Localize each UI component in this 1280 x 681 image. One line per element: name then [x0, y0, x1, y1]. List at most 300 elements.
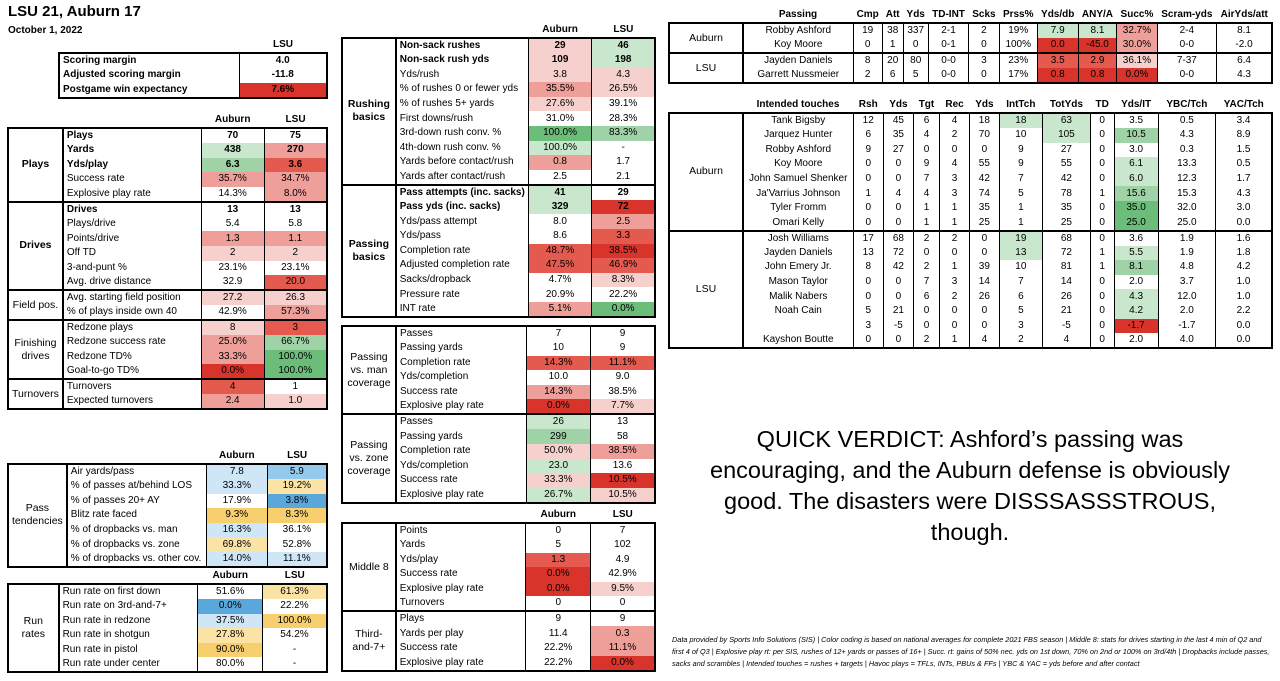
player-stat: 4	[940, 113, 970, 128]
player-stat: 3	[940, 172, 970, 187]
player-stat: 30.0%	[1117, 38, 1157, 53]
player-stat: 0	[969, 143, 999, 158]
col-header-auburn: Auburn	[214, 114, 251, 125]
stat-value-lsu: 100.0%	[264, 364, 327, 379]
col-header: YBC/Tch	[1166, 99, 1208, 110]
col-header: TD-INT	[932, 9, 965, 20]
player-stat: 0	[940, 304, 970, 319]
stat-value-lsu: 2.5	[592, 214, 655, 229]
player-stat: 12	[853, 113, 883, 128]
player-name: Jayden Daniels	[743, 246, 853, 261]
player-stat: 0	[883, 172, 913, 187]
player-stat: 2	[999, 333, 1042, 348]
stat-value-auburn: 2.4	[201, 394, 264, 409]
col-header: Rec	[945, 99, 964, 110]
stat-value-auburn: 14.3%	[526, 385, 590, 400]
player-stat: -1.7	[1158, 319, 1215, 334]
stat-value-auburn: 438	[201, 143, 264, 158]
player-stat: 39	[969, 260, 999, 275]
stat-value-lsu: 8.3%	[592, 273, 655, 288]
stat-value-lsu: -	[592, 141, 655, 156]
stat-value-lsu: 57.3%	[264, 305, 327, 320]
player-row	[669, 289, 1272, 304]
stat-value-lsu: 4.3	[592, 68, 655, 83]
stat-value-lsu: 58	[591, 429, 655, 444]
player-row	[669, 260, 1272, 275]
player-stat: 7	[999, 172, 1042, 187]
col-header: Succ%	[1120, 9, 1154, 20]
stat-value-lsu: 11.1%	[591, 356, 655, 371]
stat-label: Explosive play rate	[396, 656, 526, 671]
player-stat: 2.9	[1078, 53, 1117, 68]
stat-label: Redzone plays	[63, 320, 201, 335]
player-stat: 19	[853, 23, 882, 38]
stat-label: Yds/play	[66, 158, 109, 170]
team-label: Auburn	[669, 113, 743, 231]
stat-label: % of rushes 5+ yards	[399, 98, 494, 110]
stat-value-lsu: 4.9	[591, 553, 655, 568]
stat-value-lsu: 38.5%	[591, 444, 655, 459]
player-name: John Samuel Shenker	[743, 172, 853, 187]
player-name: Kayshon Boutte	[743, 333, 853, 348]
player-stat: 0	[940, 143, 970, 158]
stat-label: Redzone TD%	[66, 351, 132, 363]
player-stat: -1.7	[1114, 319, 1158, 334]
stat-row	[8, 464, 327, 479]
player-stat: 8.1	[1114, 260, 1158, 275]
middle8-third-table	[341, 508, 656, 672]
player-stat: 6	[999, 289, 1042, 304]
player-stat: 2.2	[1216, 304, 1272, 319]
stat-value-lsu: 46.9%	[592, 258, 655, 273]
player-stat: 0	[1090, 304, 1114, 319]
stat-value-lsu: 2	[264, 246, 327, 261]
stat-value-lsu: 26.3	[264, 290, 327, 305]
player-stat: 1.8	[1216, 246, 1272, 261]
player-name: Robby Ashford	[743, 23, 853, 38]
stat-value-lsu: 7.7%	[591, 399, 655, 414]
col-header: IntTch	[1006, 99, 1036, 110]
player-stat: 9	[853, 143, 883, 158]
stat-value-auburn: 41	[528, 185, 592, 200]
player-stat: 0	[883, 333, 913, 348]
stat-value-lsu: 42.9%	[591, 567, 655, 582]
player-stat: 0-0	[1157, 38, 1216, 53]
player-stat: 1	[940, 216, 970, 231]
player-stat: 2	[913, 231, 939, 246]
player-row	[669, 38, 1272, 53]
player-stat: 7-37	[1157, 53, 1216, 68]
player-stat: 0.8	[1037, 68, 1078, 83]
player-stat: 13.3	[1158, 157, 1215, 172]
stat-label: Success rate	[399, 642, 458, 654]
player-stat: 0	[883, 275, 913, 290]
stat-value-lsu: 100.0%	[262, 614, 327, 629]
stat-value-auburn: 100.0%	[528, 141, 592, 156]
stat-value-lsu: 9.0	[591, 370, 655, 385]
stat-label: INT rate	[396, 302, 529, 317]
scoring-row	[59, 83, 327, 98]
stat-label: Pass yds (inc. sacks)	[399, 201, 501, 213]
player-stat: 8.1	[1217, 23, 1272, 38]
scoring-row	[59, 68, 327, 83]
section-label: Middle 8	[342, 523, 396, 611]
stat-value-auburn: 11.4	[526, 626, 591, 641]
col-header: TD	[1095, 99, 1109, 110]
stat-label: Yards after contact/rush	[396, 170, 529, 185]
stat-label: Explosive play rate	[399, 583, 484, 595]
quick-verdict: QUICK VERDICT: Ashford’s passing was encouraging, and the Auburn defense is obviously good. The disasters were DISSSASSSTROUS, though.	[710, 426, 1230, 545]
section-label: Field pos.	[8, 290, 63, 320]
stat-row	[342, 611, 655, 626]
col-header-auburn: Auburn	[542, 24, 578, 35]
player-stat: 6	[913, 113, 939, 128]
player-stat: 3.6	[1114, 231, 1158, 246]
player-stat: 2.0	[1114, 333, 1158, 348]
stat-value-auburn: 29	[528, 38, 592, 53]
player-stat: 0-1	[928, 38, 968, 53]
stat-value-lsu: 9	[591, 611, 655, 626]
player-stat: 25.0	[1158, 216, 1215, 231]
player-stat: 5.5	[1114, 246, 1158, 261]
player-stat: 74	[969, 186, 999, 201]
stat-value-lsu: 11.1%	[267, 552, 327, 567]
player-stat: 19%	[999, 23, 1037, 38]
player-stat: 1	[913, 201, 939, 216]
player-stat: 68	[1042, 231, 1090, 246]
player-stat: 35	[969, 201, 999, 216]
player-stat: 7.9	[1037, 23, 1078, 38]
stat-value-auburn: 2.5	[528, 170, 592, 185]
stat-value-lsu: 9	[591, 341, 655, 356]
stat-value-lsu: 13	[264, 202, 327, 217]
stat-label: Explosive play rate	[396, 488, 526, 503]
player-name: Tyler Fromm	[743, 201, 853, 216]
stat-label: Yds/rush	[399, 68, 440, 80]
stat-value-auburn: 8	[201, 320, 264, 335]
stat-value-auburn: 26	[526, 414, 590, 429]
section-label: Drives	[8, 202, 63, 290]
player-name: Malik Nabers	[743, 289, 853, 304]
stat-label: Completion rate	[399, 244, 471, 256]
player-stat: 78	[1042, 186, 1090, 201]
player-stat: 25	[969, 216, 999, 231]
stat-label: Completion rate	[399, 445, 471, 457]
player-stat: 0	[1090, 216, 1114, 231]
stat-value-auburn: 22.2%	[526, 656, 591, 671]
player-stat: 5	[999, 186, 1042, 201]
player-stat: 2.0	[1114, 275, 1158, 290]
player-stat: 35.0	[1114, 201, 1158, 216]
stat-label: Plays/drive	[66, 218, 116, 230]
player-stat: 0	[883, 289, 913, 304]
stat-value-lsu: 5.8	[264, 217, 327, 232]
stat-value-auburn: 1.3	[526, 553, 591, 568]
stat-value-auburn: 13	[201, 202, 264, 217]
page-title: LSU 21, Auburn 17	[8, 3, 141, 20]
player-stat: 0	[853, 333, 883, 348]
player-stat: 25.0	[1114, 216, 1158, 231]
player-stat: 1	[1090, 246, 1114, 261]
stat-row	[342, 38, 655, 53]
stat-label: % of dropbacks vs. zone	[70, 538, 180, 550]
col-header-auburn: Auburn	[219, 450, 255, 461]
player-stat: 1.9	[1158, 231, 1215, 246]
player-stat: 0-0	[928, 68, 968, 83]
stat-value-lsu: 72	[592, 200, 655, 215]
player-stat: 0	[1090, 333, 1114, 348]
stat-value-auburn: 33.3%	[526, 473, 590, 488]
stat-value-auburn: 23.1%	[201, 261, 264, 276]
stat-value-lsu: 10.5%	[591, 473, 655, 488]
player-stat: 0	[969, 319, 999, 334]
stat-value-lsu: 52.8%	[267, 537, 327, 552]
player-stat: 1	[999, 201, 1042, 216]
player-stat: 0	[883, 157, 913, 172]
col-header-lsu: LSU	[612, 509, 633, 520]
player-stat: 3	[969, 53, 1000, 68]
player-stat: 45	[883, 113, 913, 128]
stat-label: Yards	[66, 144, 95, 156]
game-date: October 1, 2022	[8, 25, 83, 36]
player-stat: 0	[853, 172, 883, 187]
stat-label: Goal-to-go TD%	[63, 364, 201, 379]
player-stat: 4.2	[1216, 260, 1272, 275]
section-label: Passing vs. zone coverage	[342, 414, 396, 502]
stat-value-lsu: 8.0%	[264, 187, 327, 202]
player-name: Koy Moore	[743, 157, 853, 172]
player-stat: 0.3	[1158, 143, 1215, 158]
player-stat: -2.0	[1217, 38, 1272, 53]
run-rates-table	[7, 569, 328, 673]
stat-label: Yards	[399, 539, 426, 551]
player-stat: 21	[1042, 304, 1090, 319]
stat-value-auburn: 22.2%	[526, 641, 591, 656]
stat-label: Points/drive	[66, 232, 120, 244]
player-stat: 6	[882, 68, 903, 83]
stat-label: Pressure rate	[399, 288, 460, 300]
stat-value-auburn: 27.2	[201, 290, 264, 305]
stat-value-auburn: 8.0	[528, 214, 592, 229]
pass-tendencies-table	[7, 449, 328, 568]
player-name: Jarquez Hunter	[743, 128, 853, 143]
stat-value-lsu: 7	[591, 523, 655, 538]
player-stat: 2	[853, 68, 882, 83]
player-stat: 0	[883, 216, 913, 231]
player-stat: 10	[999, 260, 1042, 275]
stat-value-lsu: 19.2%	[267, 479, 327, 494]
stat-value-lsu: 83.3%	[592, 126, 655, 141]
player-stat: 0	[1090, 231, 1114, 246]
stat-label: Points	[396, 523, 526, 538]
stat-value-auburn: 16.3%	[206, 523, 267, 538]
player-stat: 0	[969, 304, 999, 319]
section-label: Plays	[8, 128, 63, 202]
stat-value-lsu: 0.3	[591, 626, 655, 641]
player-stat: 1	[940, 201, 970, 216]
stat-value-lsu: 1.1	[264, 231, 327, 246]
section-label: Passing basics	[342, 185, 396, 317]
player-stat: 4	[1042, 333, 1090, 348]
stat-label: 3-and-punt %	[66, 261, 127, 273]
stat-label: Explosive play rate	[63, 187, 201, 202]
player-stat: 4.0	[1158, 333, 1215, 348]
player-row	[669, 186, 1272, 201]
stat-row	[8, 202, 327, 217]
player-stat: 0	[969, 38, 1000, 53]
player-name: Jayden Daniels	[743, 53, 853, 68]
player-stat: 0	[903, 38, 928, 53]
stat-label: Air yards/pass	[67, 464, 207, 479]
stat-value-auburn: 33.3%	[206, 479, 267, 494]
player-stat: 6	[853, 128, 883, 143]
stat-value-lsu: 10.5%	[591, 488, 655, 503]
player-stat: 5	[853, 304, 883, 319]
player-stat: 1	[940, 333, 970, 348]
stat-value-auburn: 14.3%	[526, 356, 590, 371]
stat-value-auburn: 31.0%	[528, 111, 592, 126]
stat-label: Yds/play	[399, 553, 439, 565]
stat-value-auburn: 0.0%	[526, 567, 591, 582]
player-stat: 4	[969, 333, 999, 348]
player-stat: 1	[882, 38, 903, 53]
player-stat: 72	[1042, 246, 1090, 261]
player-stat: 14	[1042, 275, 1090, 290]
stat-value-auburn: 4.7%	[528, 273, 592, 288]
col-header: Scram-yds	[1161, 9, 1213, 20]
player-stat: 0	[853, 275, 883, 290]
stat-value-lsu: 1.0	[264, 394, 327, 409]
player-stat: 105	[1042, 128, 1090, 143]
player-stat: 0	[1090, 143, 1114, 158]
stat-row	[8, 379, 327, 394]
player-stat: 9	[999, 143, 1042, 158]
player-stat: 63	[1042, 113, 1090, 128]
stat-value-auburn: 0	[526, 523, 591, 538]
player-stat: 8	[853, 260, 883, 275]
player-row	[669, 201, 1272, 216]
stat-value-auburn: 2	[201, 246, 264, 261]
player-stat: 13	[999, 246, 1042, 261]
stat-value-lsu: 23.1%	[264, 261, 327, 276]
stat-label: Pass attempts (inc. sacks)	[396, 185, 529, 200]
col-header: Tgt	[918, 99, 935, 110]
stat-value-auburn: 6.3	[201, 158, 264, 173]
player-stat: 13	[853, 246, 883, 261]
stat-value-lsu: 66.7%	[264, 335, 327, 350]
player-stat: 1.0	[1216, 289, 1272, 304]
player-stat: 14	[969, 275, 999, 290]
player-stat: 0.0	[1037, 38, 1078, 53]
stat-label: Blitz rate faced	[70, 509, 137, 521]
player-stat: 2-1	[928, 23, 968, 38]
section-label: Pass tendencies	[8, 464, 67, 567]
stat-value-auburn: 0.8	[528, 155, 592, 170]
stat-value-lsu: 22.2%	[262, 599, 327, 614]
player-row	[669, 172, 1272, 187]
player-stat: 38	[882, 23, 903, 38]
section-label: Turnovers	[8, 379, 63, 409]
player-stat: 1.9	[1158, 246, 1215, 261]
stat-value-lsu: 22.2%	[592, 287, 655, 302]
stat-value-auburn: 27.8%	[198, 628, 263, 643]
player-row	[669, 246, 1272, 261]
player-stat: 35	[1042, 201, 1090, 216]
col-header: Yds/db	[1041, 9, 1075, 20]
stat-label: % of dropbacks vs. other cov.	[67, 552, 207, 567]
player-stat: 55	[1042, 157, 1090, 172]
player-stat: 1	[1090, 260, 1114, 275]
stat-value-lsu: 270	[264, 143, 327, 158]
player-stat: 9	[999, 157, 1042, 172]
player-stat: 0-0	[928, 53, 968, 68]
stat-label: Success rate	[66, 173, 125, 185]
player-stat: 21	[883, 304, 913, 319]
stat-value-auburn: 37.5%	[198, 614, 263, 629]
player-name: Tank Bigsby	[743, 113, 853, 128]
stat-value-lsu: 4.0	[239, 53, 327, 68]
player-row	[669, 53, 1272, 68]
stat-value-auburn: 5.1%	[528, 302, 592, 317]
player-stat: 5	[903, 68, 928, 83]
player-row	[669, 275, 1272, 290]
stat-row	[8, 584, 327, 599]
stat-label: Run rate in pistol	[62, 644, 138, 656]
player-stat: 7	[999, 275, 1042, 290]
stat-label: Run rate in shotgun	[62, 629, 150, 641]
stat-value-lsu: 38.5%	[592, 244, 655, 259]
player-stat: 6.0	[1114, 172, 1158, 187]
stat-value-lsu: 20.0	[264, 275, 327, 290]
player-stat: 26	[1042, 289, 1090, 304]
team-label: LSU	[669, 231, 743, 349]
col-header: Passing	[778, 9, 818, 20]
stat-label: Sacks/dropback	[399, 274, 471, 286]
player-stat: 3	[999, 319, 1042, 334]
stat-value-auburn: 5.4	[201, 217, 264, 232]
section-label: Rushing basics	[342, 38, 396, 185]
stat-label: Off TD	[66, 247, 96, 259]
player-stat: 25	[1042, 216, 1090, 231]
player-stat: 68	[883, 231, 913, 246]
player-stat: 35	[883, 128, 913, 143]
stat-value-auburn: 14.3%	[201, 187, 264, 202]
player-stat: 1	[1090, 186, 1114, 201]
stat-value-lsu: -	[262, 643, 327, 658]
stat-row	[8, 128, 327, 143]
player-stat: 19	[999, 231, 1042, 246]
player-stat: 72	[883, 246, 913, 261]
stat-label: Scoring margin	[63, 55, 137, 66]
player-name: Garrett Nussmeier	[743, 68, 853, 83]
col-header: Att	[885, 9, 900, 20]
col-header: Yds	[906, 9, 925, 20]
player-name: Koy Moore	[743, 38, 853, 53]
player-stat: 0	[940, 319, 970, 334]
player-stat: 32.7%	[1117, 23, 1157, 38]
stat-label: Adjusted completion rate	[399, 259, 510, 271]
stat-value-lsu: 39.1%	[592, 97, 655, 112]
player-stat: 3	[853, 319, 883, 334]
rushing-passing-table	[341, 23, 656, 318]
player-stat: 4.3	[1114, 289, 1158, 304]
player-stat: 12.3	[1158, 172, 1215, 187]
player-stat: 0	[1090, 201, 1114, 216]
stat-label: Adjusted scoring margin	[63, 69, 181, 81]
stat-value-lsu: 9	[591, 326, 655, 341]
player-stat: 0	[913, 319, 939, 334]
player-stat: 0.5	[1216, 157, 1272, 172]
